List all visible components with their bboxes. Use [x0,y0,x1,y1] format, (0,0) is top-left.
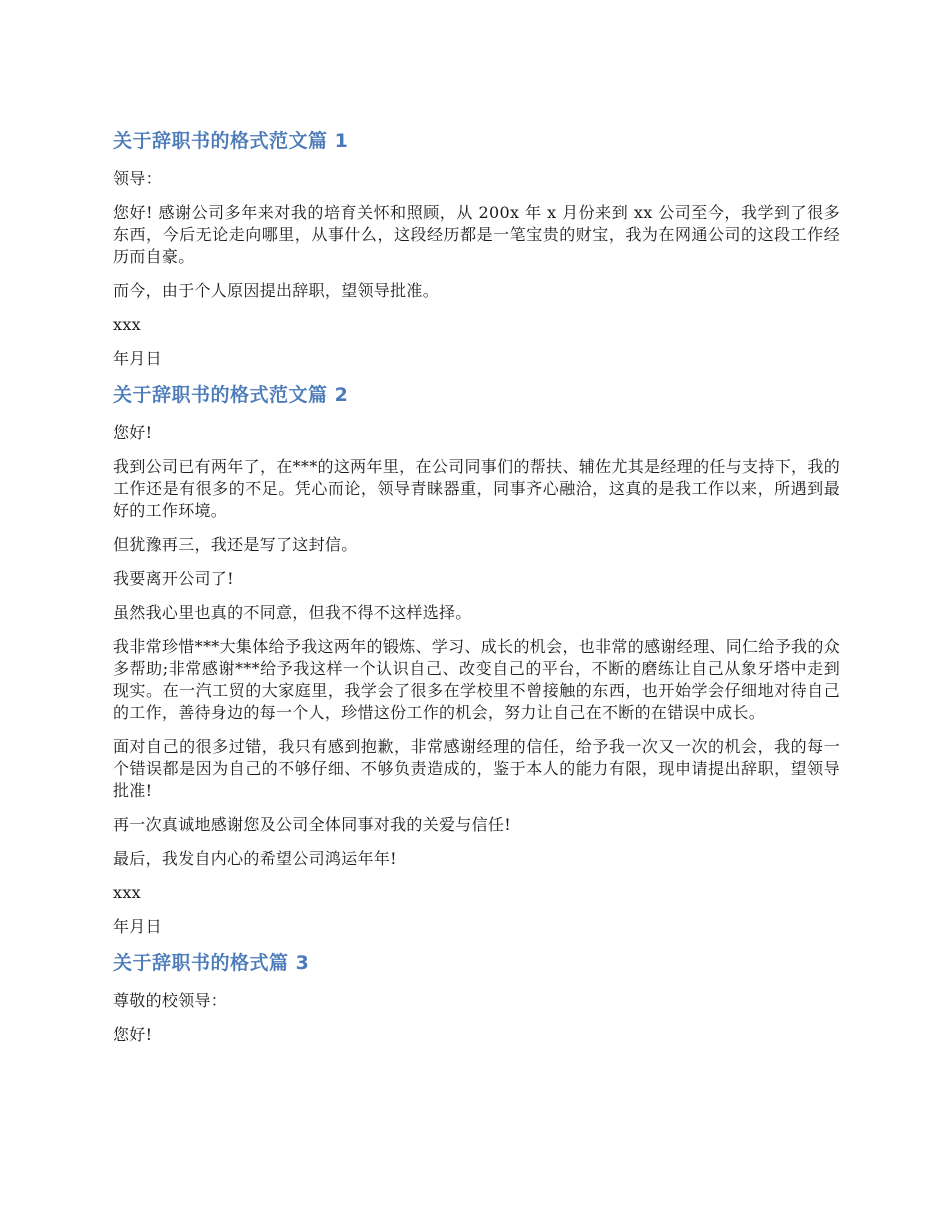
body-paragraph: 面对自己的很多过错，我只有感到抱歉，非常感谢经理的信任，给予我一次又一次的机会，我的每一个错误都是因为自己的不够仔细、不够负责造成的，鉴于本人的能力有限，现申请提出辞职，望领导批准! [113,737,840,800]
section-heading: 关于辞职书的格式篇 3 [113,952,310,974]
body-paragraph: 我到公司已有两年了，在***的这两年里，在公司同事们的帮扶、辅佐尤其是经理的任与支持下，我的工作还是有很多的不足。凭心而论，领导青睐器重，同事齐心融洽，这真的是我工作以来，所遇到最好的工作环境。 [113,457,840,520]
section-1 [113,128,840,370]
body-paragraph: 但犹豫再三，我还是写了这封信。 [113,535,358,554]
document-page [113,128,840,1058]
body-paragraph: 虽然我心里也真的不同意，但我不得不这样选择。 [113,603,472,622]
section-2 [113,382,840,938]
body-paragraph: 您好! [113,1025,153,1044]
signature-name: xxx [113,883,141,902]
body-paragraph: 您好! 感谢公司多年来对我的培育关怀和照顾，从 200x 年 x 月份来到 xx 公司至今，我学到了很多东西，今后无论走向哪里，从事什么，这段经历都是一笔宝贵的财宝，我为在网通公司的这段工作经历而自豪。 [113,203,840,266]
body-paragraph: 再一次真诚地感谢您及公司全体同事对我的关爱与信任! [113,815,511,834]
body-paragraph: 我要离开公司了! [113,569,234,588]
salutation: 领导： [113,169,162,188]
salutation: 尊敬的校领导： [113,991,228,1010]
salutation: 您好! [113,423,153,442]
section-3 [113,950,840,1046]
section-heading: 关于辞职书的格式范文篇 1 [113,130,349,152]
body-paragraph: 我非常珍惜***大集体给予我这两年的锻炼、学习、成长的机会，也非常的感谢经理、同仁给予我的众多帮助;非常感谢***给予我这样一个认识自己、改变自己的平台，不断的磨练让自己从象牙塔中走到现实。在一汽工贸的大家庭里，我学会了很多在学校里不曾接触的东西，也开始学会仔细地对待自己的工作，善待身边的每一个人，珍惜这份工作的机会，努力让自己在不断的在错误中成长。 [113,637,840,722]
signature-name: xxx [113,315,141,334]
signature-date: 年月日 [113,917,162,936]
body-paragraph: 最后，我发自内心的希望公司鸿运年年! [113,849,397,868]
signature-date: 年月日 [113,349,162,368]
body-paragraph: 而今，由于个人原因提出辞职，望领导批准。 [113,281,440,300]
section-heading: 关于辞职书的格式范文篇 2 [113,384,349,406]
